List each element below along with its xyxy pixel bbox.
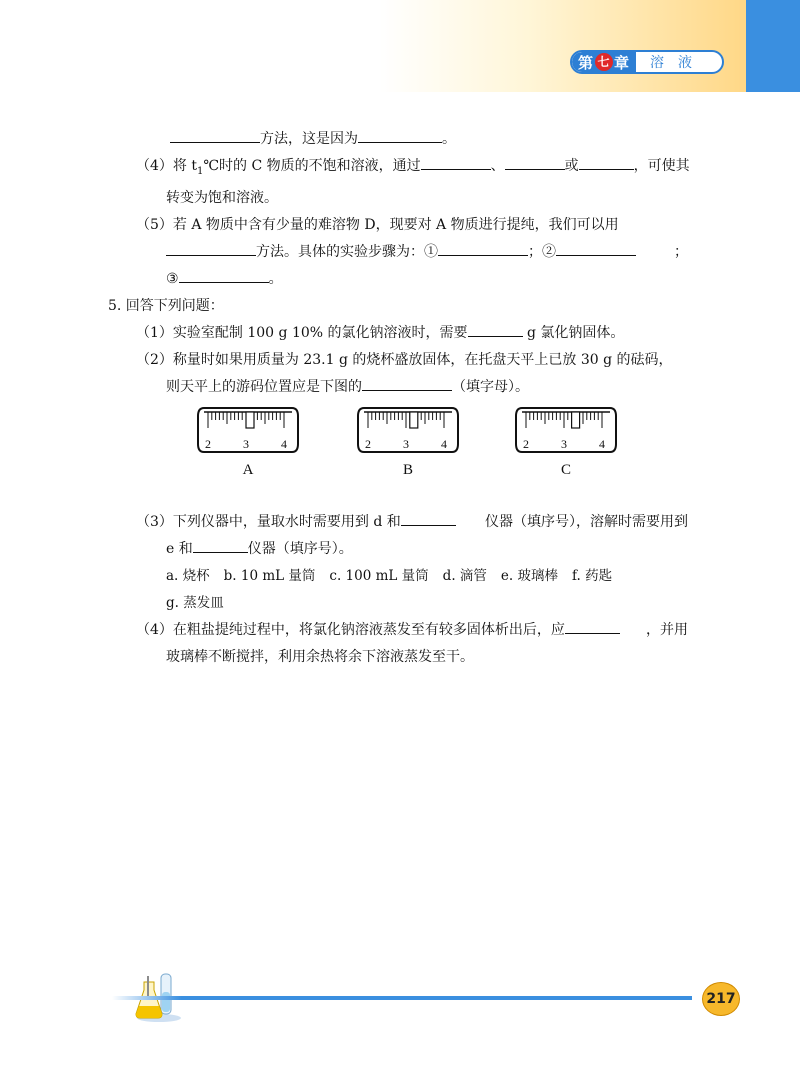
question-4-line-1	[108, 153, 688, 185]
option-d: d. 滴管	[442, 567, 487, 584]
answer-blank[interactable]	[193, 537, 248, 553]
problem-5-3-line-1	[108, 509, 688, 536]
ruler-a-svg	[196, 404, 300, 462]
ruler-b-svg	[356, 404, 460, 462]
options-line-1	[108, 563, 688, 590]
text: 下列仪器中，量取水时需要用到 d 和	[172, 513, 401, 530]
text: 。	[268, 270, 283, 287]
answer-blank[interactable]	[556, 240, 636, 256]
ruler-c	[514, 404, 618, 484]
text: 仪器（填序号）。	[247, 540, 353, 557]
question-number: （5）	[136, 216, 173, 233]
text: 或	[564, 158, 579, 174]
question-number: （1）	[136, 324, 173, 341]
header-blue-tab	[746, 0, 800, 92]
options-line-2	[108, 590, 688, 617]
question-number: （3）	[136, 513, 173, 530]
answer-blank[interactable]	[401, 510, 456, 526]
option-c: c. 100 mL 量筒	[329, 567, 429, 584]
text: 。	[442, 131, 456, 147]
text: 将 t	[172, 158, 197, 174]
problem-5-1	[108, 320, 688, 347]
ruler-rider	[246, 412, 254, 428]
answer-blank[interactable]	[579, 154, 634, 170]
text: 、	[490, 158, 505, 174]
ruler-tick-label: 4	[441, 437, 447, 451]
answer-blank[interactable]	[362, 375, 452, 391]
question-number: （2）	[136, 351, 173, 368]
ruler-a-label: A	[242, 462, 254, 478]
chapter-badge	[570, 50, 724, 74]
answer-blank[interactable]	[438, 240, 528, 256]
option-a: a. 烧杯	[166, 567, 210, 584]
answer-blank[interactable]	[505, 154, 565, 170]
subscript: 1	[197, 165, 204, 177]
ruler-tick-label: 4	[281, 437, 287, 451]
line-1	[108, 126, 688, 153]
ruler-tick-label: 2	[365, 437, 371, 451]
ruler-b	[356, 404, 460, 484]
answer-blank[interactable]	[468, 321, 523, 337]
text: ，可使其	[633, 158, 690, 174]
problem-5-title: 5. 回答下列问题：	[108, 297, 224, 314]
ruler-c-label: C	[560, 462, 571, 478]
option-b: b. 10 mL 量筒	[223, 567, 316, 584]
text: 实验室配制 100 g 10% 的氯化钠溶液时，需要	[172, 324, 468, 341]
option-e: e. 玻璃棒	[500, 567, 558, 584]
chapter-suffix: 章	[614, 53, 631, 72]
text: 仪器（填序号），溶解时需要用到	[485, 513, 688, 530]
ruler-tick-label: 2	[205, 437, 211, 451]
problem-5-2-line-1	[108, 347, 688, 374]
text: 在粗盐提纯过程中，将氯化钠溶液蒸发至有较多固体析出后，应	[172, 621, 565, 638]
ruler-tick-label: 3	[403, 437, 409, 451]
answer-blank[interactable]	[565, 618, 620, 634]
text: e 和	[166, 540, 193, 557]
chapter-prefix: 第	[578, 53, 595, 72]
option-f: f. 药匙	[571, 567, 613, 584]
ruler-tick-label: 3	[243, 437, 249, 451]
text: ③	[166, 270, 179, 287]
ruler-a	[196, 404, 300, 484]
page-content	[108, 126, 688, 671]
ruler-b-label: B	[402, 462, 413, 478]
text: ℃时的 C 物质的不饱和溶液，通过	[203, 158, 421, 174]
ruler-tick-label: 3	[561, 437, 567, 451]
problem-5-4-line-2: 玻璃棒不断搅拌，利用余热将余下溶液蒸发至干。	[166, 648, 474, 665]
answer-blank[interactable]	[166, 240, 256, 256]
text: 方法。具体的实验步骤为：①	[256, 243, 438, 260]
text: ；	[674, 243, 688, 260]
option-g: g. 蒸发皿	[166, 594, 224, 611]
chapter-number: 七	[595, 53, 613, 71]
text: ，并用	[646, 621, 688, 638]
text: 称量时如果用质量为 23.1 g 的烧杯盛放固体，在托盘天平上已放 30 g 的砝码，	[172, 351, 673, 368]
page-number: 217	[702, 982, 740, 1016]
ruler-rider	[410, 412, 418, 428]
text: 则天平上的游码位置应是下图的	[166, 378, 362, 395]
chapter-label	[572, 52, 636, 72]
problem-5-2-line-2	[108, 374, 688, 401]
question-4-line-2: 转变为饱和溶液。	[166, 189, 278, 206]
header-band	[380, 0, 800, 92]
text: g 氯化钠固体。	[526, 324, 625, 341]
footer-line	[112, 996, 692, 1000]
problem-5-3-line-2	[108, 536, 688, 563]
flask-icon	[134, 968, 184, 1022]
chapter-topic: 溶液	[650, 55, 707, 71]
question-number: （4）	[136, 621, 173, 638]
question-5-line-1	[108, 212, 688, 239]
text: （填字母）。	[452, 378, 529, 395]
ruler-c-svg	[514, 404, 618, 462]
text: 若 A 物质中含有少量的难溶物 D，现要对 A 物质进行提纯，我们可以用	[172, 216, 619, 233]
ruler-figure	[196, 404, 626, 484]
question-5-line-3	[108, 266, 688, 293]
answer-blank[interactable]	[421, 154, 491, 170]
answer-blank[interactable]	[170, 127, 260, 143]
question-number: （4）	[136, 158, 173, 174]
text: ；②	[528, 243, 556, 260]
ruler-rider	[572, 412, 580, 428]
answer-blank[interactable]	[358, 127, 442, 143]
ruler-tick-label: 4	[599, 437, 605, 451]
problem-5-4-line-1	[108, 617, 688, 644]
text: 方法，这是因为	[260, 131, 358, 147]
question-5-line-2	[108, 239, 688, 266]
ruler-tick-label: 2	[523, 437, 529, 451]
answer-blank[interactable]	[179, 267, 269, 283]
